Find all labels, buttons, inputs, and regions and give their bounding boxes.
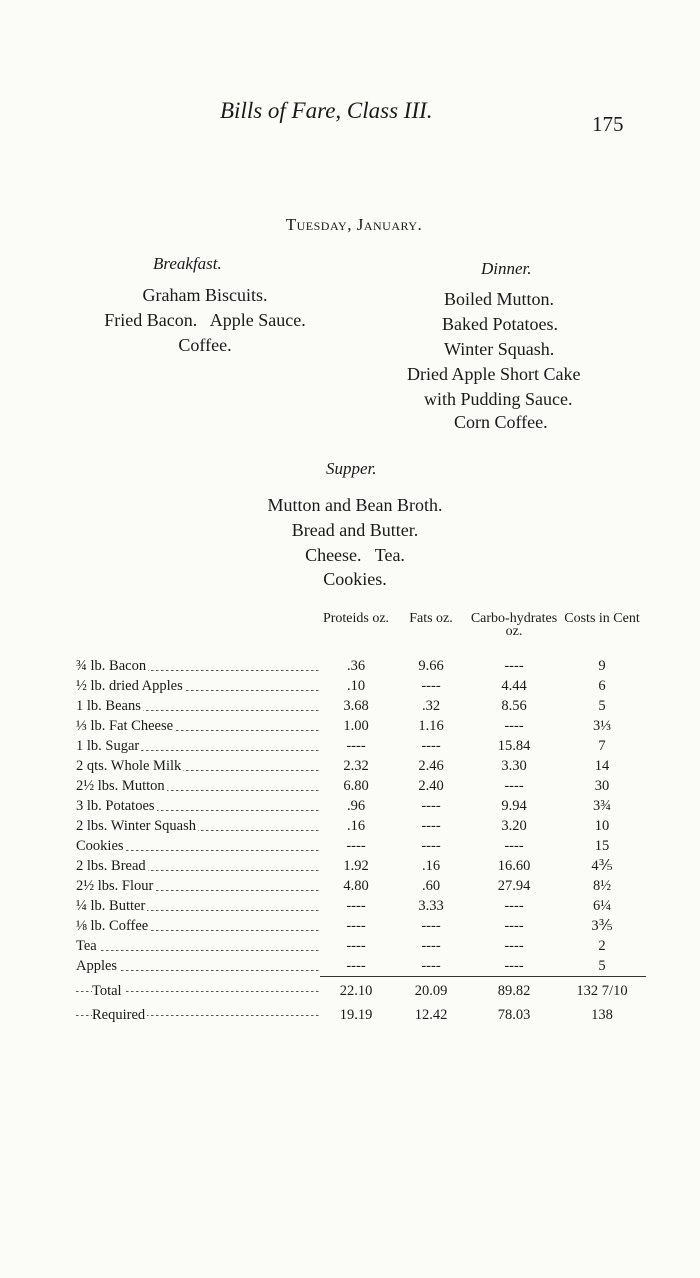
- proteids-cell: ----: [346, 918, 366, 934]
- table-row: [76, 796, 646, 816]
- cost-cell: 14: [594, 758, 610, 774]
- cost-cell: 30: [594, 778, 610, 794]
- carbohydrates-cell: 4.44: [501, 678, 527, 694]
- proteids-cell: ----: [346, 958, 366, 974]
- table-row: [76, 776, 646, 796]
- dinner-line: Dried Apple Short Cake: [407, 364, 581, 384]
- carbohydrates-cell: 8.56: [501, 698, 527, 714]
- table-row: [76, 816, 646, 836]
- carbohydrates-cell: ----: [504, 658, 524, 674]
- item-label: Apples: [76, 958, 118, 975]
- date-heading: Tuesday, January.: [285, 215, 423, 234]
- cost-cell: 2: [598, 938, 606, 954]
- item-cell: [76, 956, 320, 977]
- carbohydrates-cell: ----: [504, 958, 524, 974]
- item-cell: [76, 796, 320, 816]
- item-label: Tea: [76, 938, 97, 954]
- table-row: [76, 736, 646, 756]
- item-label: 2 qts. Whole Milk: [76, 758, 182, 774]
- item-label: ⅛ lb. Coffee: [76, 918, 149, 934]
- item-cell: [76, 696, 320, 716]
- item-cell: [76, 716, 320, 736]
- proteids-cell: 1.92: [343, 858, 369, 874]
- cost-cell: 3⅓: [592, 718, 612, 734]
- proteids-cell: ----: [346, 898, 366, 914]
- proteids-cell: 3.68: [343, 698, 369, 714]
- total-label: Total: [92, 982, 122, 999]
- fats-column-header: Fats oz.: [409, 611, 453, 626]
- required-fats-cell: 12.42: [414, 1007, 448, 1023]
- item-label: 1 lb. Sugar: [76, 738, 140, 754]
- breakfast-line: Coffee.: [178, 335, 232, 355]
- carbohydrates-cell: 27.94: [497, 878, 531, 894]
- fats-cell: ----: [421, 798, 441, 814]
- fats-cell: 9.66: [418, 658, 444, 674]
- dinner-line: Boiled Mutton.: [444, 289, 555, 309]
- breakfast-line: Fried Bacon. Apple Sauce.: [104, 310, 306, 330]
- proteids-cell: .36: [346, 658, 366, 674]
- proteids-cell: 6.80: [343, 778, 369, 794]
- dinner-line: Corn Coffee.: [454, 412, 548, 432]
- item-cell: [76, 656, 320, 676]
- required-row: [76, 1001, 646, 1025]
- supper-line: Cookies.: [323, 569, 387, 589]
- fats-cell: 3.33: [418, 898, 444, 914]
- item-label: ¾ lb. Bacon: [76, 658, 147, 674]
- page-number: 175: [592, 112, 624, 136]
- carbohydrates-cell: ----: [504, 938, 524, 954]
- carbohydrates-cell: 3.30: [501, 758, 527, 774]
- dinner-heading: Dinner.: [481, 259, 532, 278]
- cost-cell: 15: [594, 838, 610, 854]
- dinner-line: Baked Potatoes.: [442, 314, 558, 334]
- item-cell: [76, 816, 320, 836]
- table-body: [76, 656, 646, 1025]
- carbohydrates-cell: ----: [504, 898, 524, 914]
- table-row: [76, 956, 646, 977]
- total-row: [76, 977, 646, 1002]
- running-title: Bills of Fare, Class III.: [220, 98, 433, 123]
- table-row: [76, 916, 646, 936]
- item-label: 2 lbs. Bread: [76, 858, 146, 874]
- fats-cell: .16: [421, 858, 441, 874]
- required-cost-cell: 138: [591, 1007, 613, 1023]
- item-cell: [76, 676, 320, 696]
- total-proteids-cell: 22.10: [320, 977, 392, 1002]
- item-label: 3 lb. Potatoes: [76, 798, 155, 814]
- cost-cell: 7: [598, 738, 606, 754]
- cost-cell: 5: [598, 698, 606, 714]
- carbohydrates-cell: ----: [504, 778, 524, 794]
- item-label: ½ lb. dried Apples: [76, 678, 183, 694]
- proteids-cell: 4.80: [343, 878, 369, 894]
- total-fats-cell: 20.09: [392, 977, 470, 1002]
- table-row: [76, 896, 646, 916]
- fats-cell: ----: [421, 938, 441, 954]
- proteids-cell: 2.32: [343, 758, 369, 774]
- item-label: 2½ lbs. Mutton: [76, 778, 165, 794]
- fats-cell: ----: [421, 678, 441, 694]
- cost-cell: 8½: [592, 878, 612, 894]
- total-carbohydrates-cell: 89.82: [470, 977, 558, 1002]
- item-cell: [76, 1001, 320, 1025]
- table-row: [76, 836, 646, 856]
- total-cost-cell: 132 7/10: [558, 977, 646, 1002]
- fats-cell: ----: [421, 918, 441, 934]
- supper-line: Bread and Butter.: [291, 520, 419, 540]
- fats-cell: .60: [421, 878, 441, 894]
- item-label: ¼ lb. Butter: [76, 898, 146, 914]
- table-row: [76, 936, 646, 956]
- fats-cell: ----: [421, 838, 441, 854]
- table-row: [76, 756, 646, 776]
- dinner-line: with Pudding Sauce.: [424, 389, 573, 409]
- proteids-cell: ----: [346, 938, 366, 954]
- table-row: [76, 656, 646, 676]
- carbohydrates-cell: 16.60: [497, 858, 531, 874]
- cost-cell: 9: [598, 658, 606, 674]
- item-label: ⅓ lb. Fat Cheese: [76, 718, 174, 734]
- breakfast-heading: Breakfast.: [153, 254, 222, 273]
- breakfast-line: Graham Biscuits.: [142, 285, 268, 305]
- carbohydrates-cell: ----: [504, 718, 524, 734]
- supper-heading: Supper.: [326, 459, 377, 478]
- required-label: Required: [92, 1007, 146, 1023]
- item-cell: [76, 776, 320, 796]
- item-cell: [76, 736, 320, 756]
- item-cell: [76, 756, 320, 776]
- cost-cell: 6¼: [592, 898, 612, 914]
- table-row: [76, 876, 646, 896]
- proteids-cell: ----: [346, 838, 366, 854]
- proteids-cell: ----: [346, 738, 366, 754]
- proteids-cell: .96: [346, 798, 366, 814]
- table-row: [76, 676, 646, 696]
- nutrition-table: [76, 612, 646, 1025]
- carbohydrates-cell: 3.20: [501, 818, 527, 834]
- fats-cell: ----: [421, 958, 441, 974]
- required-proteids-cell: 19.19: [339, 1007, 373, 1023]
- proteids-cell: .16: [346, 818, 366, 834]
- proteids-cell: .10: [346, 678, 366, 694]
- carbohydrates-cell: 9.94: [501, 798, 527, 814]
- table-row: [76, 716, 646, 736]
- fats-cell: 1.16: [418, 718, 444, 734]
- costs-column-header: Costs in Cent: [564, 611, 640, 626]
- supper-line: Mutton and Bean Broth.: [267, 495, 443, 515]
- proteids-cell: 1.00: [343, 718, 369, 734]
- dinner-line: Winter Squash.: [444, 339, 555, 359]
- table-header-row: [76, 612, 646, 656]
- item-label: Cookies: [76, 838, 124, 854]
- cost-cell: 3¾: [592, 798, 612, 814]
- item-cell: [76, 856, 320, 876]
- item-cell: [76, 876, 320, 896]
- cost-cell: 3⅗: [591, 918, 613, 934]
- cost-cell: 6: [598, 678, 606, 694]
- table-row: [76, 856, 646, 876]
- item-label: 2½ lbs. Flour: [76, 878, 154, 894]
- cost-cell: 4⅗: [591, 858, 613, 874]
- item-label: 2 lbs. Winter Squash: [76, 818, 196, 834]
- carbohydrates-cell: ----: [504, 918, 524, 934]
- item-label: 1 lb. Beans: [76, 698, 141, 714]
- carbohydrates-cell: ----: [504, 838, 524, 854]
- fats-cell: 2.40: [418, 778, 444, 794]
- item-cell: [76, 936, 320, 956]
- required-carbohydrates-cell: 78.03: [497, 1007, 531, 1023]
- item-column-header: [76, 612, 320, 656]
- cost-cell: 10: [594, 818, 610, 834]
- item-cell: [76, 896, 320, 916]
- item-cell: [76, 836, 320, 856]
- proteids-column-header: Proteids oz.: [322, 611, 390, 626]
- fats-cell: 2.46: [418, 758, 444, 774]
- table-row: [76, 696, 646, 716]
- supper-line: Cheese. Tea.: [305, 545, 405, 565]
- carbohydrates-column-header: Carbo-hydrates oz.: [470, 611, 558, 639]
- carbohydrates-cell: 15.84: [497, 738, 531, 754]
- item-cell: [76, 977, 320, 1002]
- fats-cell: ----: [421, 738, 441, 754]
- cost-cell: 5: [598, 958, 606, 974]
- fats-cell: .32: [421, 698, 441, 714]
- item-cell: [76, 916, 320, 936]
- fats-cell: ----: [421, 818, 441, 834]
